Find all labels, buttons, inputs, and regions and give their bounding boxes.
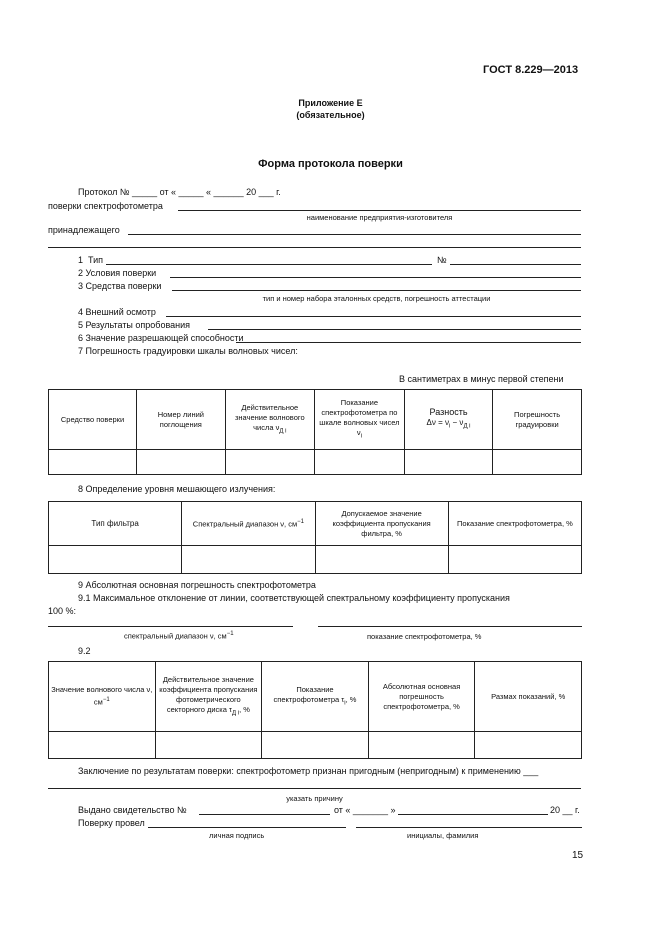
certificate-label: Выдано свидетельство № [78, 805, 187, 815]
item-2-line [170, 277, 581, 278]
appendix-subtitle: (обязательное) [296, 110, 365, 120]
t1-cell [137, 450, 226, 475]
item-9: 9 Абсолютная основная погрешность спектрофотометра [78, 580, 316, 590]
t1-col-tool: Средство поверки [49, 390, 137, 450]
t3-col-wavenumber: Значение волнового числа ν, $см^{-1}$ [49, 662, 156, 732]
certificate-number-line [199, 814, 330, 815]
t2-col-allowed: Допускаемое значение коэффициента пропускания фильтра, % [315, 502, 448, 546]
item-1-no-line [450, 264, 581, 265]
reading-line [318, 626, 582, 627]
item-5-line [208, 329, 581, 330]
t1-cell [493, 450, 582, 475]
t3-col-reading: Показание спектрофотометра $\tau_i$, % [262, 662, 369, 732]
item-3: 3 Средства поверки [78, 281, 162, 291]
reason-caption: указать причину [286, 794, 343, 803]
appendix-title: Приложение Е [298, 98, 363, 108]
owner-line [128, 234, 581, 235]
t1-col-actual: Действительное значение волнового числа $\nu_{Д i}$ [225, 390, 314, 450]
page-number: 15 [572, 850, 584, 861]
t2-cell [49, 546, 182, 574]
item-9-2: 9.2 [78, 646, 91, 656]
standard-code: ГОСТ 8.229—2013 [483, 64, 579, 76]
photometric-table [48, 661, 582, 759]
t3-col-actual: Действительное значение коэффициента пропускания фотометрического секторного диска $\tau_{Д i}$, % [155, 662, 262, 732]
t1-col-lines: Номер линий поглощения [137, 390, 226, 450]
table1-unit-note: В сантиметрах в минус первой степени [399, 374, 564, 384]
t3-cell [475, 732, 582, 759]
item-4-line [166, 316, 581, 317]
wavenumber-table [48, 389, 582, 475]
item-9-1-line1: 9.1 Максимальное отклонение от линии, соответствующей спектральному коэффициенту пропускания [78, 593, 510, 603]
enterprise-caption: наименование предприятия-изготовителя [306, 213, 453, 222]
name-caption: инициалы, фамилия [407, 831, 479, 840]
certificate-year: 20 __ г. [550, 805, 580, 815]
item-7: 7 Погрешность градуировки шкалы волновых чисел: [78, 346, 298, 356]
t1-col-reading: Показание спектрофотометра по шкале волновых чисел $\nu_i$ [314, 390, 404, 450]
item-1-num: 1 [78, 255, 84, 265]
item-5: 5 Результаты опробования [78, 320, 191, 330]
certificate-date: от « _______ » [334, 805, 396, 815]
t2-cell [448, 546, 581, 574]
t3-cell [49, 732, 156, 759]
item-3-caption: тип и номер набора эталонных средств, погрешность аттестации [262, 294, 491, 303]
range-caption: спектральный диапазон ν, $см^{-1}$ [124, 631, 234, 641]
t3-cell [262, 732, 369, 759]
t3-col-error: Абсолютная основная погрешность спектрофотометра, % [368, 662, 475, 732]
signature-caption: личная подпись [209, 831, 265, 840]
item-2: 2 Условия поверки [78, 268, 157, 278]
verifier-label: Поверку провел [78, 818, 145, 828]
item-9-1-line2: 100 %: [48, 606, 77, 616]
t1-cell [225, 450, 314, 475]
verification-label: поверки спектрофотометра [48, 201, 163, 211]
item-1-label: Тип [88, 255, 104, 265]
t2-col-filter: Тип фильтра [49, 502, 182, 546]
range-line [48, 626, 293, 627]
reason-line [48, 788, 581, 789]
owner-label: принадлежащего [48, 225, 120, 235]
owner-line-2 [48, 247, 581, 248]
name-line [356, 827, 582, 828]
enterprise-line [178, 210, 581, 211]
t2-col-range: Спектральный диапазон ν, $см^{-1}$ [182, 502, 315, 546]
t1-cell [314, 450, 404, 475]
item-1-line [106, 264, 432, 265]
t3-col-spread: Размах показаний, % [475, 662, 582, 732]
t2-cell [315, 546, 448, 574]
t1-col-error: Погрешность градуировки [493, 390, 582, 450]
conclusion-text: Заключение по результатам поверки: спектрофотометр признан пригодным (непригодным) к применению ___ [78, 766, 539, 776]
t1-cell [404, 450, 492, 475]
certificate-month-line [398, 814, 548, 815]
t2-cell [182, 546, 315, 574]
item-6: 6 Значение разрешающей способности [78, 333, 244, 343]
item-6-line [236, 342, 581, 343]
t1-cell [49, 450, 137, 475]
t3-cell [368, 732, 475, 759]
t3-cell [155, 732, 262, 759]
protocol-line: Протокол № _____ от « _____ « ______ 20 ___ г. [78, 187, 281, 197]
t2-col-reading: Показание спектрофотометра, % [448, 502, 581, 546]
t1-col-diff: Разность $\Delta\nu = \nu_i - \nu_{Д i}$ [404, 390, 492, 450]
item-8: 8 Определение уровня мешающего излучения: [78, 484, 276, 494]
item-3-line [172, 290, 581, 291]
stray-light-table [48, 501, 582, 574]
item-1-no: № [437, 255, 447, 265]
reading-caption: показание спектрофотометра, % [367, 632, 482, 641]
item-4: 4 Внешний осмотр [78, 307, 156, 317]
signature-line [148, 827, 346, 828]
form-title: Форма протокола поверки [258, 158, 403, 170]
